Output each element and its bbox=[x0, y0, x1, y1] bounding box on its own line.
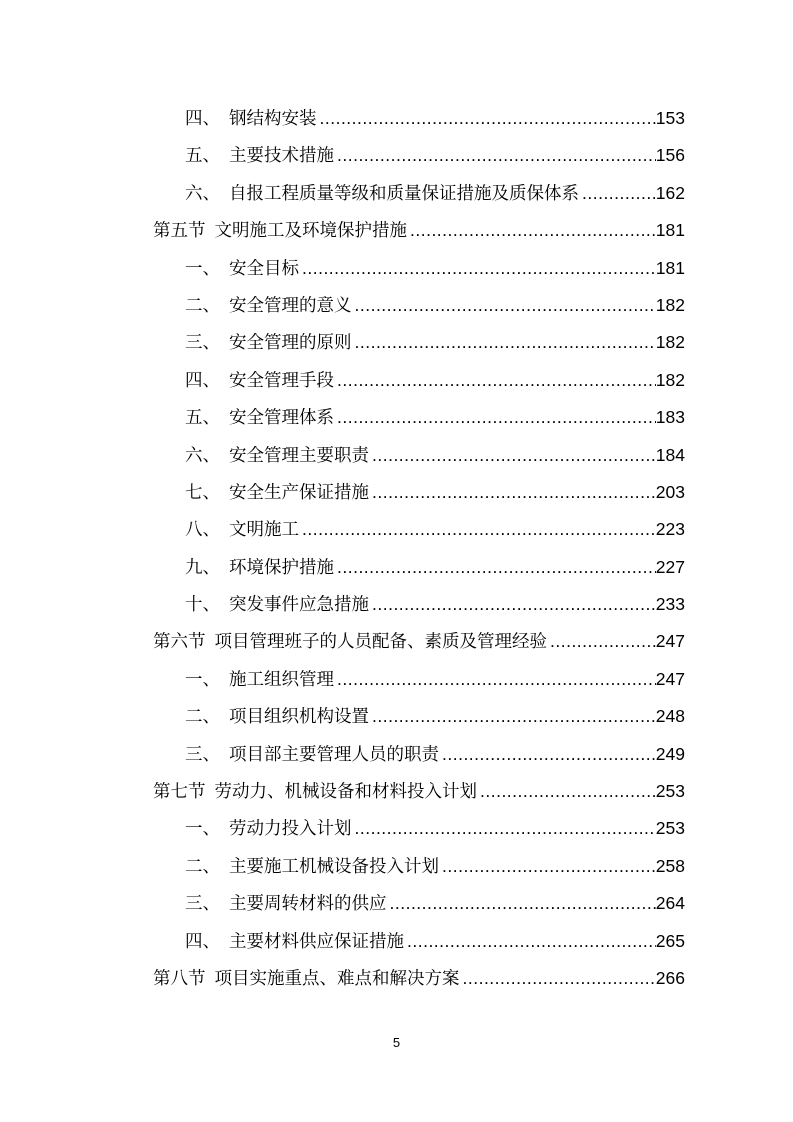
toc-dot-leader bbox=[352, 287, 656, 324]
toc-dot-leader bbox=[334, 362, 656, 399]
toc-entry-title: 环境保护措施 bbox=[229, 557, 334, 578]
toc-entry-number: 五、 bbox=[185, 146, 220, 167]
toc-entry-number: 一、 bbox=[185, 258, 220, 279]
toc-entry-number: 六、 bbox=[185, 183, 220, 204]
toc-entry-number: 第八节 bbox=[153, 968, 206, 989]
toc-entry-title: 文明施工 bbox=[229, 520, 299, 541]
toc-entry-title: 文明施工及环境保护措施 bbox=[214, 221, 407, 242]
toc-entry-page: 249 bbox=[655, 743, 685, 764]
toc-entry-number: 十、 bbox=[185, 595, 220, 616]
toc-entry-label bbox=[153, 774, 477, 810]
toc-entry-number: 第七节 bbox=[153, 782, 206, 803]
toc-entry-number: 二、 bbox=[185, 707, 220, 728]
toc-entry-title: 项目部主要管理人员的职责 bbox=[229, 744, 439, 765]
toc-entry[interactable] bbox=[153, 511, 685, 548]
toc-dot-leader bbox=[439, 848, 656, 885]
toc-entry-page: 227 bbox=[655, 556, 685, 577]
toc-entry-title: 自报工程质量等级和质量保证措施及质保体系 bbox=[229, 183, 579, 204]
toc-entry[interactable] bbox=[153, 362, 685, 399]
toc-entry[interactable] bbox=[153, 698, 685, 735]
toc-entry[interactable] bbox=[153, 810, 685, 847]
toc-entry-title: 安全管理主要职责 bbox=[229, 445, 369, 466]
toc-entry[interactable] bbox=[153, 848, 685, 885]
table-of-contents bbox=[153, 100, 685, 997]
toc-entry[interactable] bbox=[153, 324, 685, 361]
toc-entry-title: 项目组织机构设置 bbox=[229, 707, 369, 728]
toc-entry-title: 安全生产保证措施 bbox=[229, 482, 369, 503]
toc-entry-title: 钢结构安装 bbox=[229, 109, 317, 129]
toc-entry-page: 258 bbox=[655, 855, 685, 876]
toc-dot-leader bbox=[334, 137, 656, 174]
toc-entry[interactable] bbox=[153, 437, 685, 474]
toc-entry-label bbox=[185, 587, 369, 623]
toc-entry-title: 项目管理班子的人员配备、素质及管理经验 bbox=[214, 632, 547, 653]
toc-dot-leader bbox=[369, 474, 656, 511]
toc-entry-number: 一、 bbox=[185, 669, 220, 690]
toc-dot-leader bbox=[334, 399, 656, 436]
toc-entry-page: 223 bbox=[655, 519, 685, 540]
toc-dot-leader bbox=[439, 736, 656, 773]
toc-entry[interactable] bbox=[153, 100, 685, 137]
toc-entry-page: 264 bbox=[655, 893, 685, 914]
toc-dot-leader bbox=[460, 960, 656, 997]
toc-entry-number: 七、 bbox=[185, 482, 220, 503]
toc-entry-number: 三、 bbox=[185, 744, 220, 765]
toc-entry-page: 203 bbox=[655, 481, 685, 502]
toc-entry-number: 四、 bbox=[185, 370, 220, 391]
toc-entry-number: 三、 bbox=[185, 894, 220, 915]
toc-entry[interactable] bbox=[153, 399, 685, 436]
toc-entry-page: 162 bbox=[655, 182, 685, 203]
toc-entry[interactable] bbox=[153, 549, 685, 586]
toc-entry-label bbox=[185, 438, 369, 474]
toc-entry-label bbox=[185, 288, 352, 324]
toc-entry-title: 主要周转材料的供应 bbox=[229, 894, 387, 915]
toc-dot-leader bbox=[579, 175, 656, 212]
toc-entry-page: 181 bbox=[655, 257, 685, 278]
toc-entry-page: 248 bbox=[655, 706, 685, 727]
toc-entry-page: 233 bbox=[655, 594, 685, 615]
toc-entry-number: 六、 bbox=[185, 445, 220, 466]
toc-entry-page: 181 bbox=[655, 220, 685, 241]
toc-entry-number: 一、 bbox=[185, 819, 220, 840]
toc-entry-page: 247 bbox=[655, 631, 685, 652]
toc-entry-title: 施工组织管理 bbox=[229, 669, 334, 690]
toc-entry-title: 安全目标 bbox=[229, 258, 299, 279]
toc-entry-label bbox=[185, 325, 352, 361]
toc-entry-label bbox=[153, 213, 407, 249]
toc-entry-label bbox=[185, 699, 369, 735]
toc-dot-leader bbox=[299, 511, 656, 548]
toc-entry-title: 劳动力投入计划 bbox=[229, 819, 352, 840]
toc-dot-leader bbox=[404, 923, 656, 960]
toc-entry-page: 153 bbox=[655, 108, 685, 128]
toc-entry[interactable] bbox=[153, 474, 685, 511]
toc-entry-title: 主要材料供应保证措施 bbox=[229, 931, 404, 952]
toc-dot-leader bbox=[352, 810, 656, 847]
toc-entry-number: 第六节 bbox=[153, 632, 206, 653]
toc-entry[interactable] bbox=[153, 736, 685, 773]
toc-dot-leader bbox=[477, 773, 656, 810]
toc-dot-leader bbox=[334, 661, 656, 698]
toc-entry-page: 247 bbox=[655, 668, 685, 689]
toc-entry-title: 主要施工机械设备投入计划 bbox=[229, 856, 439, 877]
toc-dot-leader bbox=[317, 100, 656, 137]
toc-entry[interactable] bbox=[153, 923, 685, 960]
toc-entry-label bbox=[185, 662, 334, 698]
toc-entry-page: 182 bbox=[655, 369, 685, 390]
toc-entry-label bbox=[185, 849, 439, 885]
toc-entry-page: 183 bbox=[655, 407, 685, 428]
toc-entry-title: 安全管理手段 bbox=[229, 370, 334, 391]
toc-entry-title: 项目实施重点、难点和解决方案 bbox=[214, 968, 460, 989]
toc-entry-page: 184 bbox=[655, 444, 685, 465]
toc-entry-number: 五、 bbox=[185, 408, 220, 429]
toc-dot-leader bbox=[369, 586, 656, 623]
toc-dot-leader bbox=[369, 437, 656, 474]
toc-dot-leader bbox=[547, 623, 656, 660]
toc-entry-number: 九、 bbox=[185, 557, 220, 578]
toc-entry-page: 253 bbox=[655, 781, 685, 802]
toc-entry-title: 主要技术措施 bbox=[229, 146, 334, 167]
toc-entry-number: 第五节 bbox=[153, 221, 206, 242]
toc-dot-leader bbox=[407, 212, 656, 249]
toc-entry-number: 八、 bbox=[185, 520, 220, 541]
toc-entry-label bbox=[153, 624, 547, 660]
toc-entry[interactable] bbox=[153, 586, 685, 623]
toc-entry-title: 安全管理的意义 bbox=[229, 295, 352, 316]
toc-entry[interactable] bbox=[153, 250, 685, 287]
toc-entry[interactable] bbox=[153, 960, 685, 997]
toc-entry-number: 四、 bbox=[185, 931, 220, 952]
toc-entry[interactable] bbox=[153, 287, 685, 324]
toc-entry-label bbox=[185, 737, 439, 773]
toc-entry[interactable] bbox=[153, 885, 685, 922]
toc-entry-label bbox=[185, 886, 387, 922]
toc-entry-number: 三、 bbox=[185, 333, 220, 354]
toc-entry-label bbox=[185, 138, 334, 174]
toc-entry[interactable] bbox=[153, 773, 685, 810]
toc-entry-label bbox=[185, 924, 404, 960]
toc-entry-title: 突发事件应急措施 bbox=[229, 595, 369, 616]
toc-dot-leader bbox=[352, 324, 656, 361]
toc-entry-title: 安全管理体系 bbox=[229, 408, 334, 429]
toc-entry-label bbox=[185, 101, 317, 137]
toc-entry[interactable] bbox=[153, 175, 685, 212]
toc-entry-page: 182 bbox=[655, 294, 685, 315]
page-number: 5 bbox=[392, 1035, 401, 1050]
toc-entry-page: 156 bbox=[655, 145, 685, 166]
toc-dot-leader bbox=[369, 698, 656, 735]
toc-entry-number: 二、 bbox=[185, 295, 220, 316]
toc-entry-label bbox=[185, 811, 352, 847]
toc-entry-label bbox=[185, 251, 299, 287]
toc-entry-label bbox=[153, 961, 460, 997]
toc-entry-page: 266 bbox=[655, 967, 685, 988]
toc-entry-title: 安全管理的原则 bbox=[229, 333, 352, 354]
toc-entry-page: 182 bbox=[655, 332, 685, 353]
toc-entry-page: 265 bbox=[655, 930, 685, 951]
toc-entry[interactable] bbox=[153, 661, 685, 698]
toc-entry-number: 四、 bbox=[185, 109, 220, 129]
toc-entry-label bbox=[185, 363, 334, 399]
toc-entry-label bbox=[185, 512, 299, 548]
toc-entry-label bbox=[185, 176, 579, 212]
toc-entry[interactable] bbox=[153, 212, 685, 249]
toc-entry-label bbox=[185, 475, 369, 511]
toc-entry[interactable] bbox=[153, 623, 685, 660]
toc-entry[interactable] bbox=[153, 137, 685, 174]
toc-dot-leader bbox=[334, 549, 656, 586]
toc-dot-leader bbox=[387, 885, 656, 922]
toc-dot-leader bbox=[299, 250, 656, 287]
toc-entry-title: 劳动力、机械设备和材料投入计划 bbox=[214, 782, 477, 803]
toc-entry-label bbox=[185, 550, 334, 586]
toc-entry-number: 二、 bbox=[185, 856, 220, 877]
toc-entry-label bbox=[185, 400, 334, 436]
toc-entry-page: 253 bbox=[655, 818, 685, 839]
